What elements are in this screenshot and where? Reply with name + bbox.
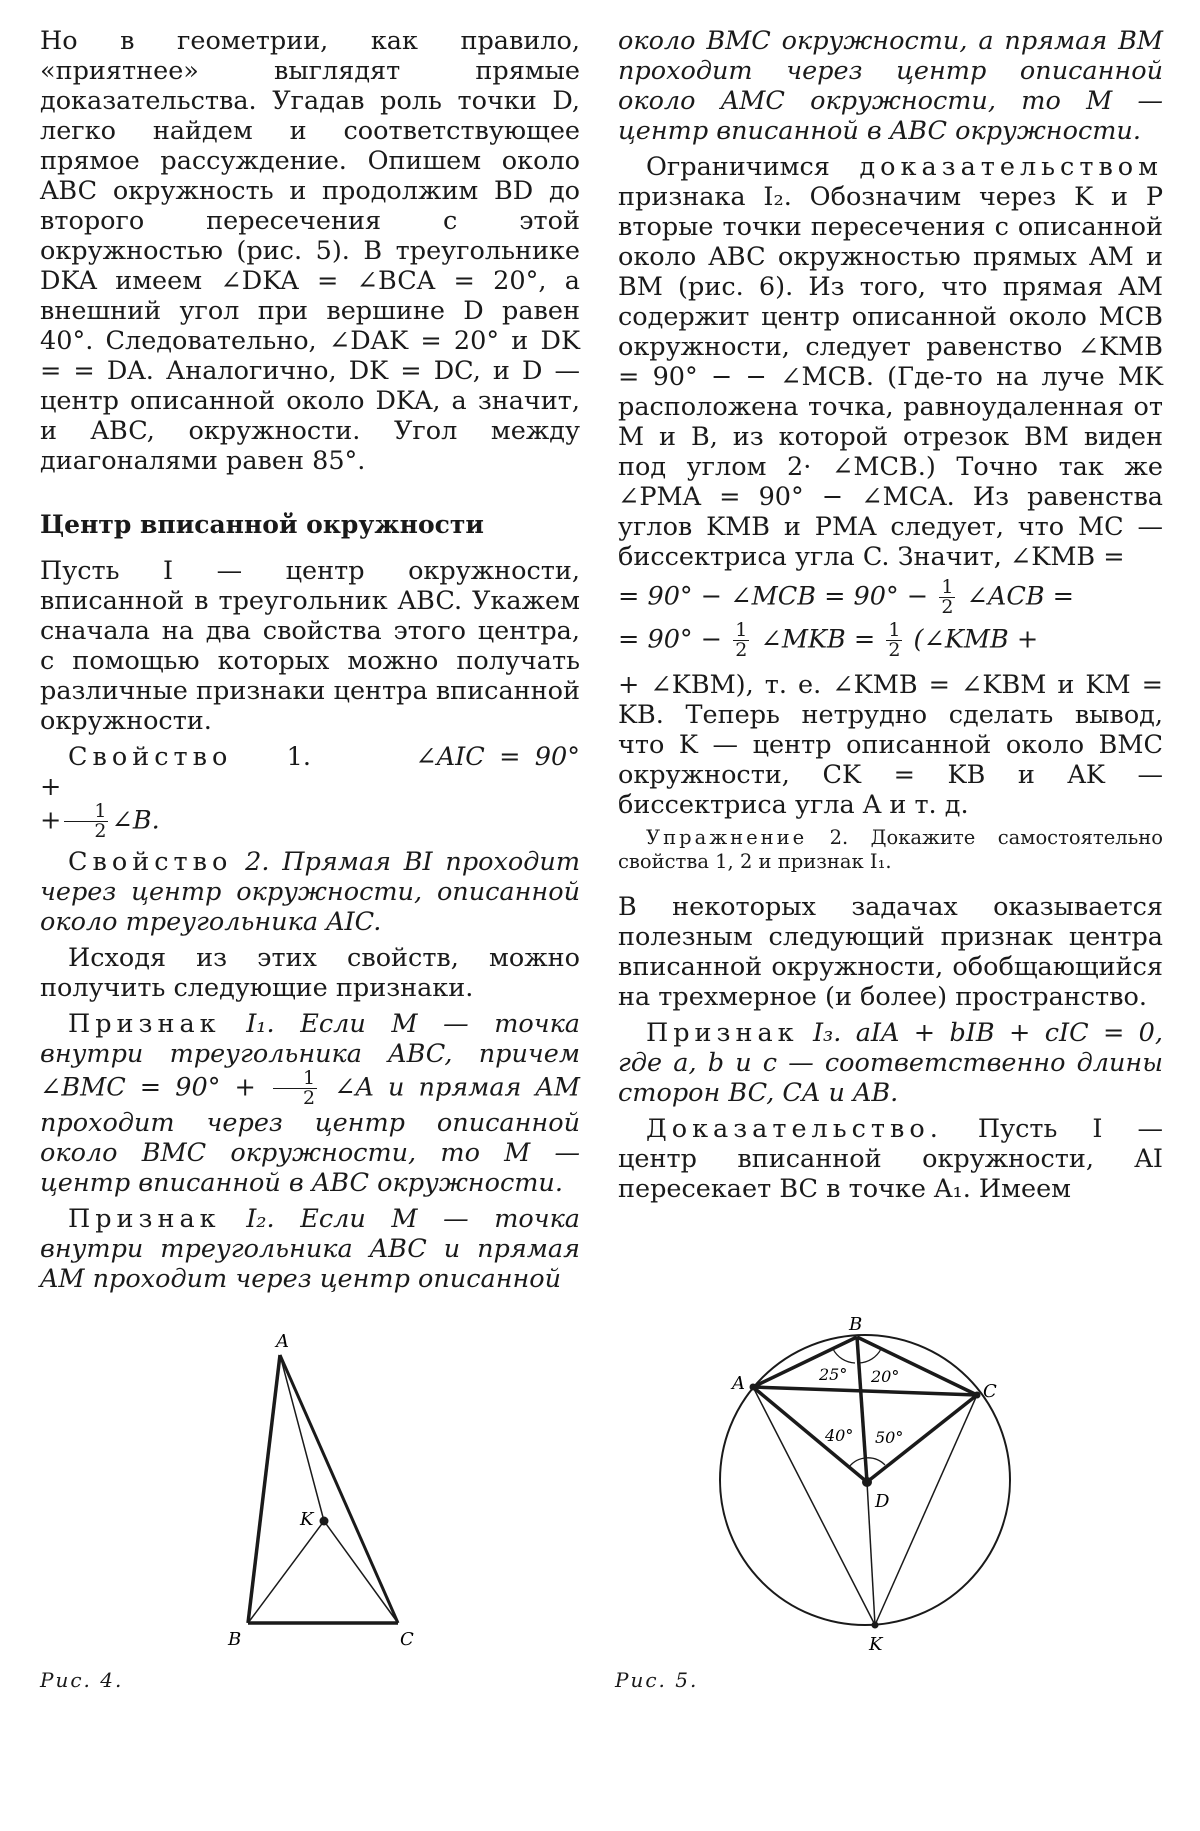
- fig5-segment-ak: [753, 1387, 875, 1625]
- property-2: [40, 847, 580, 937]
- property-1-label: Свойство: [68, 742, 233, 772]
- proof-text: Пусть I — центр вписанной окружности, AI пересекает BC в точке A₁. Имеем: [618, 1114, 1163, 1204]
- property-2-text: 2. Прямая BI проходит через центр окружности, описанной около треугольника AIC.: [40, 847, 581, 937]
- fraction-half: $\frac{1}{2}$: [64, 802, 108, 841]
- fig5-angle-arc-b-right: [859, 1349, 881, 1363]
- paragraph-signs: Исходя из этих свойств, можно получить следующие признаки.: [40, 943, 580, 1003]
- fig5-angle-20: 20°: [871, 1367, 900, 1386]
- sign-1: [40, 1009, 580, 1198]
- figure-4: [200, 1325, 440, 1655]
- equation-line-1: = 90° − ∠MCB = 90° − $\frac{1}{2}$ ∠ACB =: [618, 576, 1075, 618]
- fig4-label-k: K: [300, 1509, 314, 1530]
- sign-3-text: где a, b и c — соответственно длины сторон BC, CA и AB.: [618, 1048, 1163, 1108]
- sign-3-name: I₃.: [812, 1018, 842, 1048]
- property-1: Свойство 1. ∠AIC = 90° + + $\frac{1}{2}$ ∠B.: [40, 742, 581, 842]
- proof-sign-3: [618, 1114, 1163, 1204]
- sign-3-formula: aIA + bIB + cIC = 0,: [855, 1018, 1163, 1048]
- sign-3-label: Признак: [646, 1018, 799, 1048]
- fig5-angle-40: 40°: [825, 1426, 854, 1445]
- fraction-half: $\frac{1}{2}$: [941, 576, 954, 618]
- fig5-point-k: [872, 1622, 879, 1629]
- fig5-label-d: D: [875, 1491, 890, 1512]
- figure-5-caption: Рис. 5.: [615, 1668, 699, 1692]
- sign-1-label: Признак: [68, 1009, 221, 1039]
- fig4-point-k: [320, 1517, 329, 1526]
- exercise-text: 2. Докажите самостоятельно свойства 1, 2 и признак I₁.: [618, 826, 1164, 873]
- figure-5: [715, 1315, 1015, 1660]
- proof-end: + ∠KBM), т. е. ∠KMB = ∠KBM и KM = KB. Теперь нетрудно сделать вывод, что K — центр описанной около BMC окружности, CK = KB и AK — биссектриса угла A и т. д.: [618, 670, 1163, 820]
- fig5-label-c: C: [983, 1381, 997, 1402]
- property-2-label: Свойство: [68, 847, 233, 877]
- fig4-label-a: A: [276, 1331, 289, 1352]
- sign-1-text-a: Если M — точка внутри треугольника ABC, причем ∠BMC = 90° +: [40, 1009, 581, 1103]
- fig5-point-d: [862, 1477, 872, 1487]
- proof-sign-2: Ограничимся доказательством признака I₂. Обозначим через K и P вторые точки пересечения с описанной около ABC окружностью прямых AM и BM (рис. 6). Из того, что прямая AM содержит центр описанной около MCB окружности, следует равенство ∠KMB = 90° − − ∠MCB. (Где-то на луче MK расположена точка, равноудаленная от M и B, из которой отрезок BM виден под углом 2· ∠MCB.) Точно так же ∠PMA = 90° − ∠MCA. Из равенства углов KMB и PMA следует, что MC — биссектриса угла C. Значит, ∠KMB =: [618, 152, 1163, 572]
- fig5-angle-arc-b-left: [833, 1349, 855, 1363]
- figure-4-caption: Рис. 4.: [40, 1668, 124, 1692]
- sign-1-text-b: ∠A и прямая AM проходит через центр описанной около BMC окружности, то M — центр вписанной в ABC окружности.: [40, 1072, 581, 1198]
- paragraph-3d: В некоторых задачах оказывается полезным следующий признак центра вписанной окружности, обобщающийся на трехмерное (и более) пространство.: [618, 892, 1163, 1012]
- fig4-side-ab: [248, 1355, 280, 1623]
- exercise-2: [618, 826, 1163, 874]
- fig4-side-ac: [280, 1355, 398, 1623]
- sign-2-label: Признак: [68, 1204, 221, 1234]
- paragraph-intro: Но в геометрии, как правило, «приятнее» выглядят прямые доказательства. Угадав роль точки D, легко найдем и соответствующее прямое рассуждение. Опишем около ABC окружность и продолжим BD до второго пересечения с этой окружностью (рис. 5). В треугольнике DKA имеем ∠DKA = ∠BCA = 20°, а внешний угол при вершине D равен 40°. Следовательно, ∠DAK = 20° и DK = = DA. Аналогично, DK = DC, и D — центр описанной около DKA, а значит, и ABC, окружности. Угол между диагоналями равен 85°.: [40, 26, 580, 476]
- property-1-number: 1.: [286, 742, 312, 772]
- fig5-label-a: A: [732, 1373, 745, 1394]
- fig5-label-k: K: [869, 1634, 883, 1655]
- section-title: Центр вписанной окружности: [40, 510, 484, 539]
- sign-2-text: Если M — точка внутри треугольника ABC и прямая AM проходит через центр описанной: [40, 1204, 581, 1294]
- property-1-tail: ∠B.: [111, 805, 160, 836]
- fig4-label-c: C: [400, 1629, 414, 1650]
- left-column: [40, 26, 580, 1300]
- sign-2-name: I₂.: [246, 1204, 275, 1234]
- fig5-diagonal-ac: [753, 1387, 977, 1395]
- fraction-half: $\frac{1}{2}$: [888, 619, 901, 661]
- fig5-angle-50: 50°: [875, 1428, 904, 1447]
- fig5-label-b: B: [849, 1315, 863, 1335]
- fig5-point-c: [974, 1392, 981, 1399]
- sign-2: [40, 1204, 580, 1294]
- sign-2-continued: около BMC окружности, а прямая BM проходит через центр описанной около AMC окружности, то M — центр вписанной в ABC окружности.: [618, 26, 1163, 146]
- fig4-label-b: B: [228, 1629, 242, 1650]
- proof-label: Доказательство.: [646, 1114, 943, 1144]
- fig5-segment-dk: [867, 1482, 875, 1625]
- fraction-half: $\frac{1}{2}$: [735, 619, 748, 661]
- sign-3: [618, 1018, 1163, 1108]
- sign-1-name: I₁.: [246, 1009, 275, 1039]
- right-column: [618, 26, 1163, 1210]
- fig5-point-a: [750, 1384, 757, 1391]
- paragraph-definition: Пусть I — центр окружности, вписанной в треугольник ABC. Укажем сначала на два свойства этого центра, с помощью которых можно получать различные признаки центра вписанной окружности.: [40, 556, 580, 736]
- exercise-label: Упражнение: [646, 826, 808, 849]
- fraction-half: $\frac{1}{2}$: [273, 1069, 317, 1108]
- property-1-formula: ∠AIC = 90° +: [40, 742, 581, 802]
- equation-line-2: = 90° − $\frac{1}{2}$ ∠MKB = $\frac{1}{2}$ (∠KMB +: [618, 619, 1039, 661]
- fig5-angle-25: 25°: [819, 1365, 848, 1384]
